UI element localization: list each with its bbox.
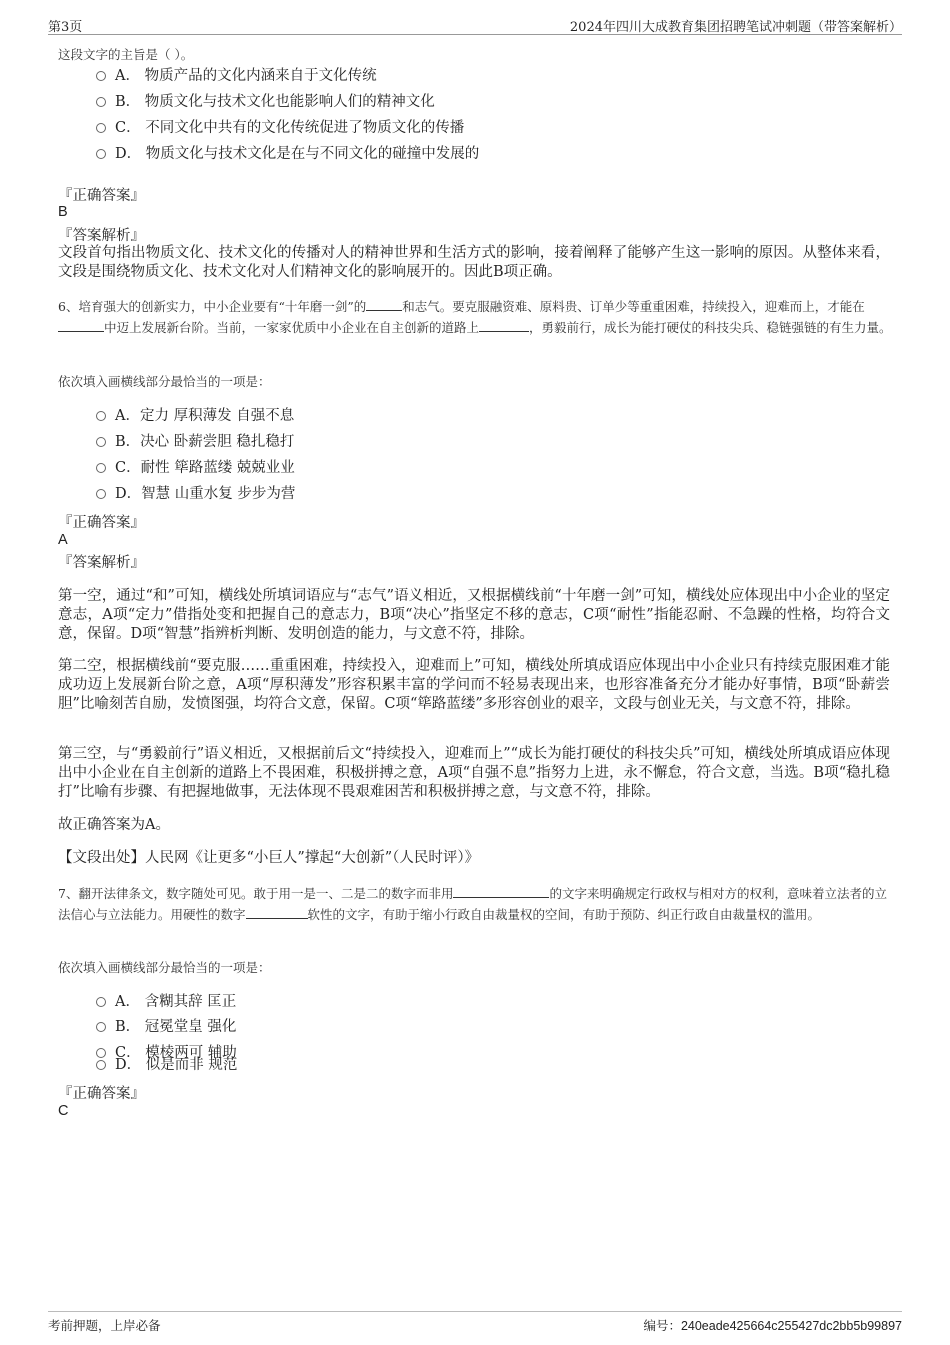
blank-line xyxy=(58,318,104,332)
radio-icon[interactable] xyxy=(96,1060,106,1070)
q5-analysis-title: 『答案解析』 xyxy=(58,228,145,244)
q5-option-d[interactable]: D． 物质文化与技术文化是在与不同文化的碰撞中发展的 xyxy=(96,143,479,165)
radio-icon[interactable] xyxy=(96,437,106,447)
q5-option-a[interactable]: A． 物质产品的文化内涵来自于文化传统 xyxy=(96,65,377,87)
q6-option-c[interactable]: C．耐性 筚路蓝缕 兢兢业业 xyxy=(96,457,295,479)
q7-option-a[interactable]: A． 含糊其辞 匡正 xyxy=(96,991,236,1013)
q6-analysis-blank3: 第三空，与“勇毅前行”语义相近，又根据前后文“持续投入，迎难而上”“成长为能打硬仗的科技尖兵”可知，横线处所填成语应体现出中小企业在自主创新的道路上不畏困难，积极拼搏之意，A项“自强不息”指努力上进，永不懈怠，符合文意，当选。B项“稳扎稳打”比喻有步骤、有把握地做事，无法体现不畏艰难困苦和积极拼搏之意，与文意不符，排除。 xyxy=(58,746,890,800)
q6-source: 【文段出处】人民网《让更多“小巨人”撑起“大创新”（人民时评）》 xyxy=(58,850,480,866)
q6-option-b[interactable]: B．决心 卧薪尝胆 稳扎稳打 xyxy=(96,431,294,453)
blank-line xyxy=(246,905,308,919)
radio-icon[interactable] xyxy=(96,997,106,1007)
q7-prompt: 依次填入画横线部分最恰当的一项是： xyxy=(58,960,271,975)
q6-option-a[interactable]: A．定力 厚积薄发 自强不息 xyxy=(96,405,294,427)
page-footer xyxy=(48,1311,902,1336)
footer-slogan: 考前押题，上岸必备 xyxy=(48,1318,161,1333)
radio-icon[interactable] xyxy=(96,123,106,133)
q7-option-c[interactable]: C． 模棱两可 辅助 xyxy=(96,1042,237,1064)
q5-stem: 这段文字的主旨是（ ）。 xyxy=(58,47,194,62)
blank-line xyxy=(366,297,402,311)
q7-answer-title: 『正确答案』 xyxy=(58,1086,145,1102)
q5-option-c[interactable]: C． 不同文化中共有的文化传统促进了物质文化的传播 xyxy=(96,117,464,139)
q6-analysis-blank2: 第二空，根据横线前“要克服……重重困难，持续投入，迎难而上”可知，横线处所填成语应体现出中小企业只有持续克服困难才能成功迈上发展新台阶之意，A项“厚积薄发”形容积累丰富的学问而不轻易表现出来，也形容准备充分才能办好事情，B项“卧薪尝胆”比喻刻苦自励，发愤图强，均符合文意，保留。C项“筚路蓝缕”多形容创业的艰辛，文段与创业无关，与文意不符，排除。 xyxy=(58,658,890,712)
q7-option-b[interactable]: B． 冠冕堂皇 强化 xyxy=(96,1016,236,1038)
q6-analysis-title: 『答案解析』 xyxy=(58,555,145,571)
q5-option-b[interactable]: B． 物质文化与技术文化也能影响人们的精神文化 xyxy=(96,91,435,113)
q6-stem: 6、培育强大的创新实力，中小企业要有“十年磨一剑”的 和志气。要克服融资难、原料贵、订单少等重重困难，持续投入，迎难而上，才能在中迈上发展新台阶。当前，一家家优质中小企业在自主创新的道路上 ，勇毅前行，成长为能打硬仗的科技尖兵、稳链强链的有生力量。 xyxy=(58,299,892,335)
blank-line xyxy=(453,884,549,898)
q6-answer: A xyxy=(58,532,68,548)
q6-prompt: 依次填入画横线部分最恰当的一项是： xyxy=(58,374,271,389)
radio-icon[interactable] xyxy=(96,71,106,81)
page-header xyxy=(48,14,902,35)
page-number: 第3页 xyxy=(48,20,83,35)
radio-icon[interactable] xyxy=(96,463,106,473)
radio-icon[interactable] xyxy=(96,149,106,159)
document-title: 2024年四川大成教育集团招聘笔试冲刺题（带答案解析） xyxy=(569,20,902,35)
radio-icon[interactable] xyxy=(96,411,106,421)
q6-conclusion: 故正确答案为A。 xyxy=(58,817,170,833)
q5-answer-title: 『正确答案』 xyxy=(58,188,145,204)
radio-icon[interactable] xyxy=(96,489,106,499)
q6-analysis-blank1: 第一空，通过“和”可知，横线处所填词语应与“志气”语义相近，又根据横线前“十年磨一剑”可知，横线处应体现出中小企业的坚定意志，A项“定力”借指处变和把握自己的意志力，B项“决心”指坚定不移的意志，C项“耐性”指能忍耐、不急躁的性格，均符合文意，保留。D项“智慧”指辨析判断、发明创造的能力，与文意不符，排除。 xyxy=(58,588,890,642)
q5-analysis: 文段首句指出物质文化、技术文化的传播对人的精神世界和生活方式的影响，接着阐释了能够产生这一影响的原因。从整体来看，文段是围绕物质文化、技术文化对人们精神文化的影响展开的。因此B项正确。 xyxy=(58,245,890,280)
q6-option-d[interactable]: D．智慧 山重水复 步步为营 xyxy=(96,483,295,505)
document-id: 编号：240eade425664c255427dc2bb5b99897 xyxy=(643,1319,902,1333)
q6-answer-title: 『正确答案』 xyxy=(58,515,145,531)
radio-icon[interactable] xyxy=(96,1022,106,1032)
q5-answer: B xyxy=(58,204,68,220)
q7-option-d[interactable]: D． 似是而非 规范 xyxy=(96,1054,237,1076)
radio-icon[interactable] xyxy=(96,97,106,107)
q7-answer: C xyxy=(58,1103,69,1119)
blank-line xyxy=(479,318,529,332)
q7-stem: 7、翻开法律条文，数字随处可见。敢于用一是一、二是二的数字而非用 的文字来明确规定行政权与相对方的权利，意味着立法者的立法信心与立法能力。用硬性的数字 软性的文字，有助于缩小行政自由裁量权的空间，有助于预防、纠正行政自由裁量权的滥用。 xyxy=(58,886,887,922)
